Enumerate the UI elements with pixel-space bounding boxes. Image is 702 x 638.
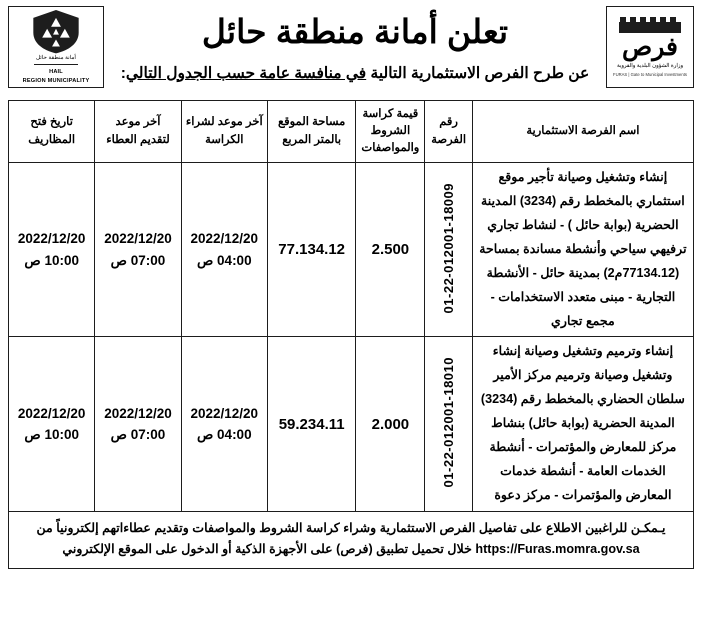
table-row [9, 337, 694, 511]
furas-subtitle-ar: وزارة الشؤون البلدية والقروية [616, 63, 684, 70]
column-header-opportunity-name: اسم الفرصة الاستثمارية [472, 101, 693, 163]
opening-date-date: 2022/12/20 [17, 231, 86, 247]
crenellation-icon [619, 17, 681, 33]
cell-bid-deadline [95, 337, 181, 511]
opportunity-number-text: 01-22-012001-18009 [441, 183, 457, 314]
cell-purchase-deadline [181, 163, 267, 337]
table-body [9, 163, 694, 512]
opportunities-table [8, 100, 694, 512]
table-header-row [9, 101, 694, 163]
municipality-logo [8, 6, 104, 88]
opportunity-number-text: 01-22-012001-18010 [441, 357, 457, 488]
table-head [9, 101, 694, 163]
municipality-name-en-line1: HAIL [49, 69, 63, 76]
subtitle-part-1: عن طرح الفرص الاستثمارية التالية [370, 64, 590, 82]
purchase-deadline-time: 04:00 ص [196, 427, 252, 443]
column-header-booklet-value: قيمة كراسة الشروط والمواصفات [356, 101, 425, 163]
column-header-opportunity-number: رقم الفرصة [425, 101, 472, 163]
subtitle-part-2: في منافسة عامة حسب الجدول التالي [125, 64, 367, 82]
purchase-deadline-date: 2022/12/20 [190, 231, 259, 247]
column-header-purchase-deadline: آخر موعد لشراء الكراسة [181, 101, 267, 163]
cell-site-area: 77.134.12 [267, 163, 355, 337]
opening-date-date: 2022/12/20 [17, 405, 86, 421]
furas-wordmark: فرص [622, 33, 678, 62]
furas-subtitle-en: FURAS | Gate to Municipal Investments [613, 71, 687, 77]
logo-divider [34, 64, 78, 65]
opening-date-time: 10:00 ص [24, 427, 79, 443]
cell-booklet-value: 2.500 [356, 163, 425, 337]
footer-note [8, 512, 694, 569]
cell-site-area: 59.234.11 [267, 337, 355, 511]
page-subtitle [110, 64, 600, 85]
column-header-site-area: مساحة الموقع بالمتر المربع [267, 101, 355, 163]
cell-booklet-value: 2.000 [356, 337, 425, 511]
purchase-deadline-date: 2022/12/20 [190, 405, 259, 421]
column-header-bid-deadline: آخر موعد لتقديم العطاء [95, 101, 181, 163]
cell-opportunity-number [425, 163, 472, 337]
municipality-name-en-line2: REGION MUNICIPALITY [22, 78, 90, 85]
bid-deadline-time: 07:00 ص [110, 252, 166, 268]
opening-date-time: 10:00 ص [24, 252, 79, 268]
footer-line-1: يـمكـن للراغبين الاطلاع على تفاصيل الفرص الاستثمارية وشراء كراسة الشروط والمواصفات وتقديم عطاءاتهم إلكترونياً من [36, 520, 666, 535]
hail-municipality-shield-icon [31, 9, 81, 54]
cell-bid-deadline [95, 163, 181, 337]
cell-opportunity-name: إنشاء وتشغيل وصيانة تأجير موقع استثماري بالمخطط رقم (3234) المدينة الحضرية (بوابة حائل ) - لنشاط تجاري ترفيهي سياحي وأنشطة مساندة بمساحة (77134.12م2) بمدينة حائل - الأنشطة التجارية - مبنى متعدد الاستخدامات - مجمع تجاري [472, 163, 693, 337]
cell-opening-date [9, 337, 95, 511]
cell-opportunity-number [425, 337, 472, 511]
subtitle-colon: : [120, 64, 126, 82]
column-header-opening-date: تاريخ فتح المظاريف [9, 101, 95, 163]
purchase-deadline-time: 04:00 ص [196, 252, 252, 268]
furas-logo [606, 6, 694, 88]
header [8, 6, 694, 98]
cell-opening-date [9, 163, 95, 337]
bid-deadline-time: 07:00 ص [110, 427, 166, 443]
cell-purchase-deadline [181, 337, 267, 511]
title-block [104, 6, 606, 85]
bid-deadline-date: 2022/12/20 [104, 231, 172, 247]
cell-opportunity-name: إنشاء وترميم وتشغيل وصيانة إنشاء وتشغيل وصيانة وترميم مركز الأمير سلطان الحضاري بالمخطط رقم (3234) المدينة الحضرية (بوابة حائل) بنشاط مركز للمعارض والمؤتمرات - أنشطة الخدمات العامة - أنشطة خدمات المعارض والمؤتمرات - مركز دعوة [472, 337, 693, 511]
municipality-name-ar: أمانة منطقة حائل [36, 55, 76, 62]
footer-line-2: خلال تحميل تطبيق (فرص) على الأجهزة الذكية أو الدخول على الموقع الإلكتروني https://Furas.momra.gov.sa [62, 542, 640, 557]
table-row [9, 163, 694, 337]
page-title: تعلن أمانة منطقة حائل [201, 13, 509, 50]
bid-deadline-date: 2022/12/20 [104, 405, 172, 421]
